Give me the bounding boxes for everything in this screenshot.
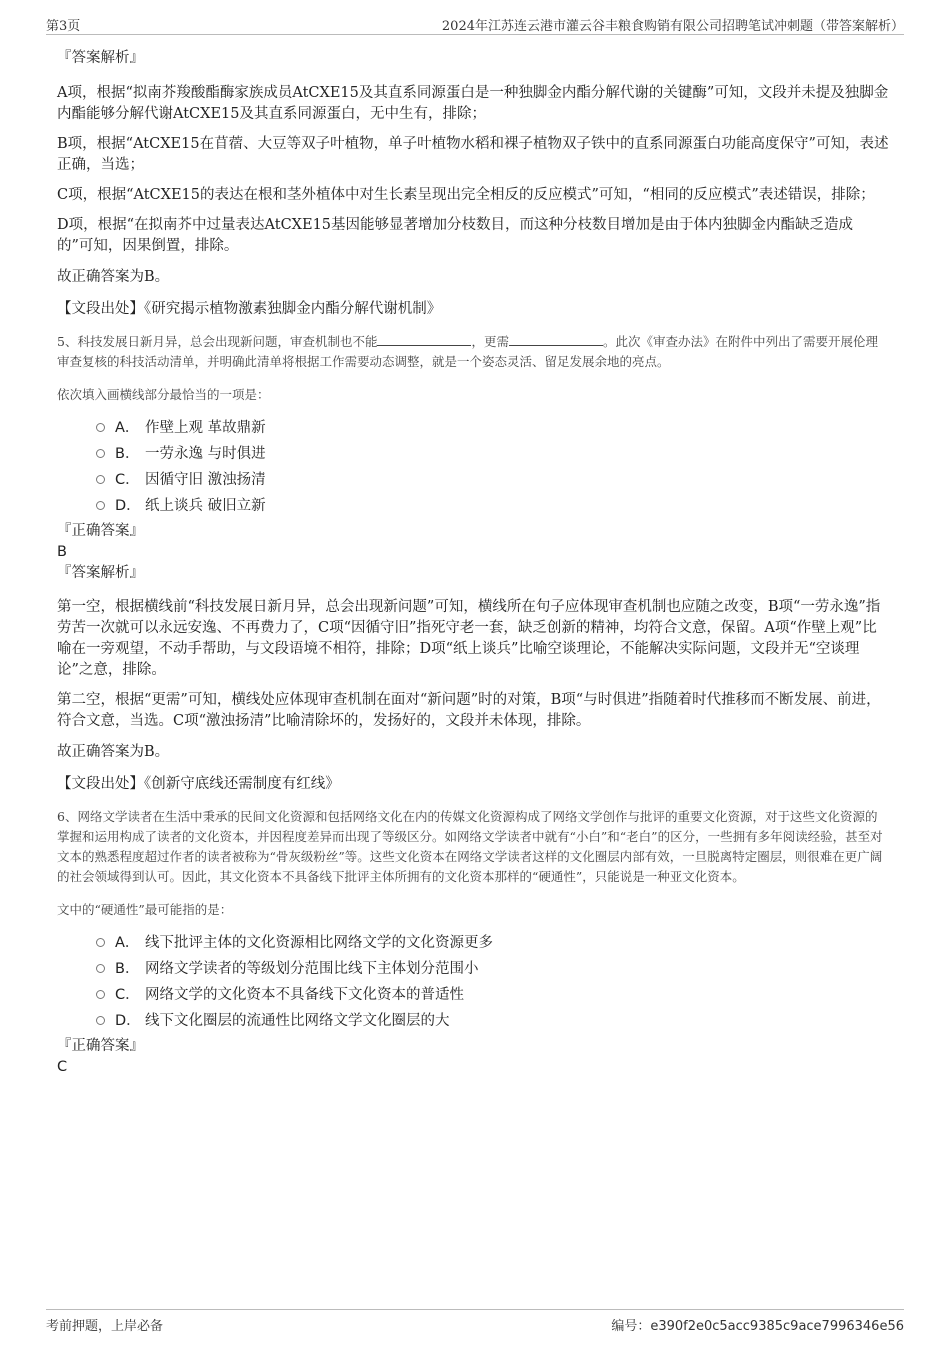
q5-answer-label: 『正确答案』: [57, 523, 144, 539]
footer-serial-label: 编号：: [611, 1319, 651, 1334]
q4-analysis-b: B项，根据“AtCXE15在苜蓿、大豆等双子叶植物，单子叶植物水稻和裸子植物双子铁中的直系同源蛋白功能高度保守”可知，表述正确，当选；: [57, 136, 889, 173]
q5-options: [57, 415, 889, 519]
q5-blank-2: [509, 333, 603, 346]
q5-stem-part-b: ，更需: [471, 334, 509, 349]
option-letter: B．: [115, 446, 140, 462]
option-text: 因循守旧 激浊扬清: [145, 472, 266, 488]
q6-option-a[interactable]: [57, 930, 889, 956]
radio-icon[interactable]: [96, 423, 105, 432]
q5-analysis-1: 第一空，根据横线前“科技发展日新月异，总会出现新问题”可知，横线所在句子应体现审查机制也应随之改变，B项“一劳永逸”指劳苦一次就可以永远安逸、不再费力了，C项“因循守旧”指死守老一套，缺乏创新的精神，均符合文意，保留。A项“作壁上观”比喻在一旁观望，不动手帮助，与文段语境不相符，排除；D项“纸上谈兵”比喻空谈理论，不能解决实际问题，文段并无“空谈理论”之意，排除。: [57, 599, 881, 678]
option-letter: D．: [115, 498, 141, 514]
option-text: 线下文化圈层的流通性比网络文学文化圈层的大: [145, 1013, 450, 1029]
option-text: 网络文学读者的等级划分范围比线下主体划分范围小: [145, 961, 479, 977]
radio-icon[interactable]: [96, 964, 105, 973]
radio-icon[interactable]: [96, 990, 105, 999]
option-letter: D．: [115, 1013, 141, 1029]
radio-icon[interactable]: [96, 501, 105, 510]
q5-stem-part-c: 。此次《审查办法》在附件中列出了需要开展伦理审查复核的科技活动清单，并明确此清单将根据工作需要动态调整，就是一个姿态灵活、留足发展余地的亮点。: [57, 334, 878, 369]
page-number: 第3页: [46, 19, 81, 34]
footer-serial: [611, 1315, 904, 1334]
option-text: 网络文学的文化资本不具备线下文化资本的普适性: [145, 987, 464, 1003]
option-text: 一劳永逸 与时俱进: [145, 446, 266, 462]
q4-analysis-c: C项，根据“AtCXE15的表达在根和茎外植体中对生长素呈现出完全相反的反应模式”可知，“相同的反应模式”表述错误，排除；: [57, 187, 875, 203]
option-letter: C．: [115, 472, 140, 488]
q6-answer-label: 『正确答案』: [57, 1038, 144, 1054]
option-letter: A．: [115, 935, 140, 951]
footer-serial-code: e390f2e0c5acc9385c9ace7996346e56: [650, 1319, 904, 1334]
q4-source: 【文段出处】《研究揭示植物激素独脚金内酯分解代谢机制》: [57, 301, 442, 317]
option-letter: A．: [115, 420, 140, 436]
q4-conclusion: 故正确答案为B。: [57, 269, 170, 285]
q4-analysis-a: A项，根据“拟南芥羧酸酯酶家族成员AtCXE15及其直系同源蛋白是一种独脚金内酯分解代谢的关键酶”可知，文段并未提及独脚金内酯能够分解代谢AtCXE15及其直系同源蛋白，无中生有，排除；: [57, 85, 889, 122]
option-text: 线下批评主体的文化资源相比网络文学的文化资源更多: [145, 935, 493, 951]
page-footer: [46, 1309, 904, 1332]
q6-answer: C: [57, 1059, 68, 1075]
q6-option-b[interactable]: [57, 956, 889, 982]
q5-blank-1: [377, 333, 471, 346]
q4-analysis-label: 『答案解析』: [57, 50, 144, 66]
radio-icon[interactable]: [96, 1016, 105, 1025]
q6-options: [57, 930, 889, 1034]
radio-icon[interactable]: [96, 938, 105, 947]
option-text: 纸上谈兵 破旧立新: [145, 498, 266, 514]
document-body: [57, 44, 889, 1078]
q6-stem: 6、网络文学读者在生活中秉承的民间文化资源和包括网络文化在内的传媒文化资源构成了网络文学创作与批评的重要文化资源，对于这些文化资源的掌握和运用构成了读者的文化资本，并因程度差异而出现了等级区分。如网络文学读者中就有“小白”和“老白”的区分，一些拥有多年阅读经验，甚至对文本的熟悉程度超过作者的读者被称为“骨灰级粉丝”等。这些文化资本在网络文学读者这样的文化圈层内部有效，一旦脱离特定圈层，则很难在更广阔的社会领域得到认可。因此，其文化资本不具备线下批评主体所拥有的文化资本那样的“硬通性”，只能说是一种亚文化资本。: [57, 809, 883, 884]
q4-analysis-d: D项，根据“在拟南芥中过量表达AtCXE15基因能够显著增加分枝数目，而这种分枝数目增加是由于体内独脚金内酯缺乏造成的”可知，因果倒置，排除。: [57, 217, 854, 254]
option-text: 作壁上观 革故鼎新: [145, 420, 266, 436]
q5-answer: B: [57, 544, 67, 560]
document-title: 2024年江苏连云港市灌云谷丰粮食购销有限公司招聘笔试冲刺题（带答案解析）: [441, 19, 904, 34]
q5-analysis-2: 第二空，根据“更需”可知，横线处应体现审查机制在面对“新问题”时的对策，B项“与时俱进”指随着时代推移而不断发展、前进，符合文意，当选。C项“激浊扬清”比喻清除坏的，发扬好的，文段并未体现，排除。: [57, 692, 881, 729]
q5-source: 【文段出处】《创新守底线还需制度有红线》: [57, 776, 340, 792]
footer-slogan: 考前押题，上岸必备: [46, 1319, 164, 1334]
q5-stem-part-a: 5、科技发展日新月异，总会出现新问题，审查机制也不能: [57, 334, 378, 349]
q6-prompt: 文中的“硬通性”最可能指的是：: [57, 902, 233, 917]
option-letter: B．: [115, 961, 140, 977]
q5-conclusion: 故正确答案为B。: [57, 744, 170, 760]
q5-stem: [57, 332, 889, 372]
radio-icon[interactable]: [96, 449, 105, 458]
q5-option-d[interactable]: [57, 493, 889, 519]
q5-option-a[interactable]: [57, 415, 889, 441]
option-letter: C．: [115, 987, 140, 1003]
q5-analysis-label: 『答案解析』: [57, 565, 144, 581]
page-header: [46, 12, 904, 35]
q5-prompt: 依次填入画横线部分最恰当的一项是：: [57, 387, 270, 402]
q6-option-d[interactable]: [57, 1008, 889, 1034]
q5-option-c[interactable]: [57, 467, 889, 493]
q6-option-c[interactable]: [57, 982, 889, 1008]
radio-icon[interactable]: [96, 475, 105, 484]
q5-option-b[interactable]: [57, 441, 889, 467]
